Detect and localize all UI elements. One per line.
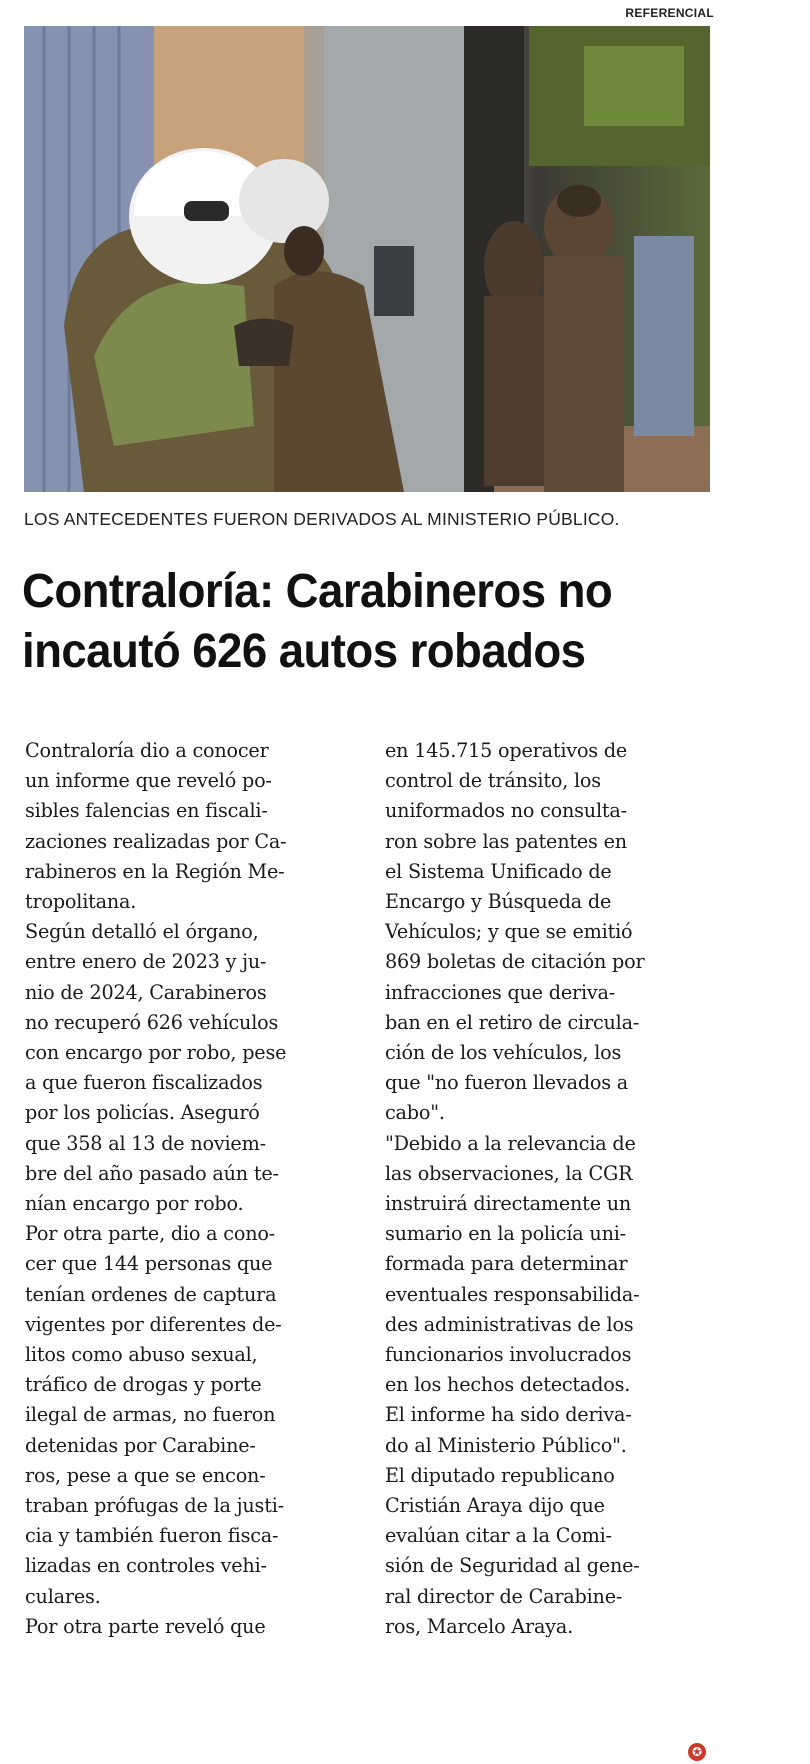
body-line: funcionarios involucrados (385, 1343, 632, 1367)
body-line: litos como abuso sexual, (25, 1343, 258, 1367)
body-line: que 358 al 13 de noviem- (25, 1131, 266, 1155)
article-headline (22, 562, 706, 682)
body-line: cer que 144 personas que (25, 1252, 273, 1276)
body-line: cia y también fueron fisca- (25, 1524, 279, 1548)
body-line: ros, Marcelo Araya. (385, 1614, 573, 1638)
body-line: Por otra parte reveló que (25, 1614, 266, 1638)
body-line: control de tránsito, los (385, 769, 601, 793)
news-photo (24, 26, 710, 492)
body-line: que "no fueron llevados a (385, 1071, 629, 1095)
body-line: Según detalló el órgano, (25, 920, 259, 944)
body-line: des administrativas de los (385, 1312, 634, 1336)
body-line: a que fueron fiscalizados (25, 1071, 263, 1095)
body-line: sión de Seguridad al gene- (385, 1554, 640, 1578)
headline-line-2: incautó 626 autos robados (22, 625, 586, 678)
body-line: en los hechos detectados. (385, 1373, 631, 1397)
body-line: Por otra parte, dio a cono- (25, 1222, 275, 1246)
police-officers-photo (24, 26, 710, 492)
body-line: entre enero de 2023 y ju- (25, 950, 267, 974)
body-line: ilegal de armas, no fueron (25, 1403, 276, 1427)
headline-line-1: Contraloría: Carabineros no (22, 565, 613, 618)
body-line: eventuales responsabilida- (385, 1282, 640, 1306)
photo-caption: LOS ANTECEDENTES FUERON DERIVADOS AL MINISTERIO PÚBLICO. (24, 509, 620, 529)
body-line: El informe ha sido deriva- (385, 1403, 632, 1427)
photo-credit: REFERENCIAL (625, 6, 714, 20)
body-line: lizadas en controles vehi- (25, 1554, 267, 1578)
end-of-article-star-icon: ✪ (688, 1743, 706, 1761)
body-line: rabineros en la Región Me- (25, 859, 285, 883)
body-line: do al Ministerio Público". (385, 1433, 627, 1457)
body-line: culares. (25, 1584, 101, 1608)
body-line: tropolitana. (25, 890, 137, 914)
body-line: formada para determinar (385, 1252, 628, 1276)
body-line: nio de 2024, Carabineros (25, 980, 267, 1004)
body-line: infracciones que deriva- (385, 980, 616, 1004)
body-line: las observaciones, la CGR (385, 1161, 633, 1185)
body-line: un informe que reveló po- (25, 769, 272, 793)
body-line: 869 boletas de citación por (385, 950, 645, 974)
body-line: con encargo por robo, pese (25, 1041, 287, 1065)
body-line: en 145.715 operativos de (385, 739, 628, 762)
body-line: "Debido a la relevancia de (385, 1131, 636, 1155)
body-line: tenían ordenes de captura (25, 1282, 277, 1306)
body-line: uniformados no consulta- (385, 799, 627, 823)
body-line: El diputado republicano (385, 1463, 615, 1487)
body-line: evalúan citar a la Comi- (385, 1524, 612, 1548)
body-line: ron sobre las patentes en (385, 829, 627, 853)
body-line: Cristián Araya dijo que (385, 1494, 605, 1518)
body-line: sibles falencias en fiscali- (25, 799, 268, 823)
body-line: Vehículos; y que se emitió (385, 920, 633, 944)
body-line: zaciones realizadas por Ca- (25, 829, 287, 853)
body-line: traban prófugas de la justi- (25, 1494, 284, 1518)
body-line: Encargo y Búsqueda de (385, 890, 612, 914)
body-line: ción de los vehículos, los (385, 1041, 622, 1065)
body-line: el Sistema Unificado de (385, 859, 612, 883)
body-column-right (385, 736, 713, 1642)
body-line: ros, pese a que se encon- (25, 1463, 266, 1487)
body-line: nían encargo por robo. (25, 1192, 244, 1216)
body-line: tráfico de drogas y porte (25, 1373, 262, 1397)
body-column-left (25, 736, 353, 1642)
body-line: ral director de Carabine- (385, 1584, 623, 1608)
body-line: instruirá directamente un (385, 1192, 632, 1216)
body-line: ban en el retiro de circula- (385, 1010, 640, 1034)
body-line: cabo". (385, 1101, 445, 1125)
body-line: detenidas por Carabine- (25, 1433, 256, 1457)
body-line: no recuperó 626 vehículos (25, 1010, 279, 1034)
body-line: por los policías. Aseguró (25, 1101, 260, 1125)
body-line: bre del año pasado aún te- (25, 1161, 279, 1185)
body-line: sumario en la policía uni- (385, 1222, 626, 1246)
body-line: Contraloría dio a conocer (25, 739, 269, 762)
body-line: vigentes por diferentes de- (25, 1312, 282, 1336)
